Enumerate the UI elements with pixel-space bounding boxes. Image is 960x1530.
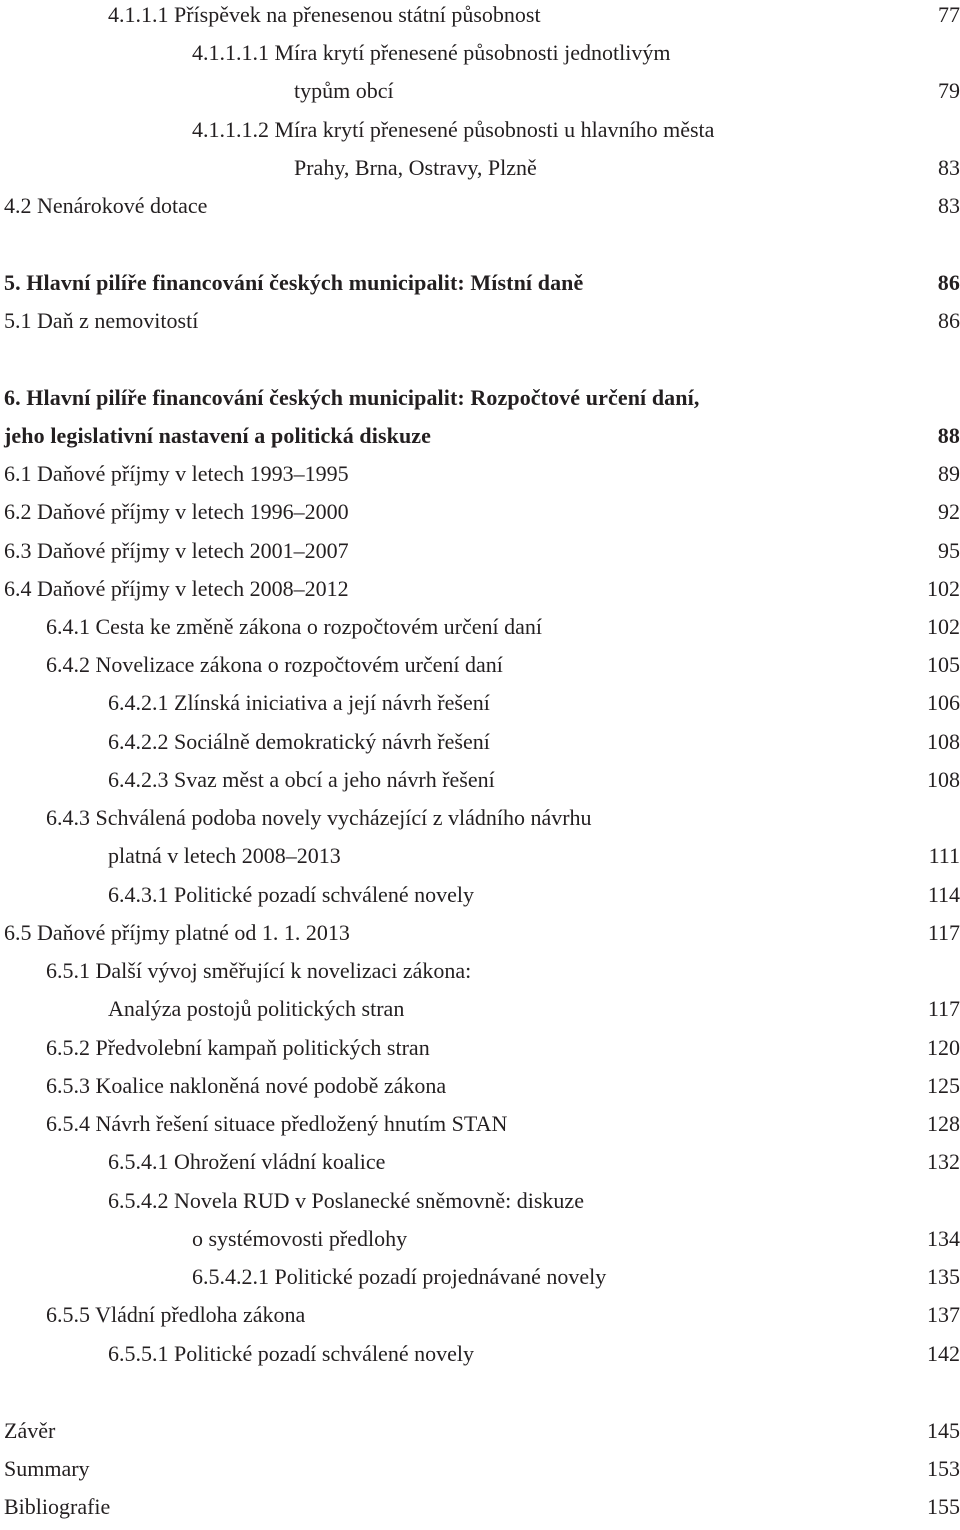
toc-entry[interactable]	[0, 727, 960, 765]
toc-entry-page: 83	[938, 193, 960, 218]
toc-chapter[interactable]	[0, 268, 960, 306]
toc-entry[interactable]	[0, 918, 960, 956]
toc-entry-page: 132	[927, 1149, 960, 1174]
toc-entry-page: 88	[937, 423, 960, 448]
toc-entry[interactable]	[0, 1416, 960, 1454]
toc-entry-title: 6.4.3.1 Politické pozadí schválené novely	[108, 882, 474, 907]
toc-entry-title: 4.1.1.1.1 Míra krytí přenesené působnosti jednotlivým	[192, 40, 671, 65]
toc-entry-title: 6.5.5.1 Politické pozadí schválené novely	[108, 1341, 474, 1366]
toc-entry-page: 89	[938, 461, 960, 486]
toc-entry-title: 6.5.4.2.1 Politické pozadí projednávané novely	[192, 1264, 607, 1289]
toc-entry-page: 137	[927, 1302, 960, 1327]
toc-entry-page: 83	[938, 155, 960, 180]
toc-entry-page: 86	[938, 308, 960, 333]
toc-entry[interactable]	[0, 497, 960, 535]
toc-entry-page: 79	[938, 78, 960, 103]
toc-entry-title: Závěr	[4, 1418, 56, 1443]
toc-entry[interactable]	[0, 1147, 960, 1185]
toc-entry-title: o systémovosti předlohy	[192, 1226, 408, 1251]
toc-entry[interactable]	[0, 1033, 960, 1071]
toc-entry[interactable]	[0, 994, 960, 1032]
toc-entry-page: 117	[927, 920, 960, 945]
toc-entry-page: 145	[927, 1418, 960, 1443]
toc-entry[interactable]	[0, 153, 960, 191]
toc-entry-title: 4.1.1.1 Příspěvek na přenesenou státní působnost	[108, 2, 541, 27]
toc-entry-page: 134	[927, 1226, 960, 1251]
toc-entry-page: 114	[927, 882, 960, 907]
toc-entry-title: 6.4.2 Novelizace zákona o rozpočtovém určení daní	[46, 652, 503, 677]
toc-entry-page: 128	[927, 1111, 960, 1136]
toc-entry-page: 106	[927, 690, 960, 715]
toc-entry[interactable]	[0, 1109, 960, 1147]
toc-entry[interactable]	[0, 1492, 960, 1530]
toc-entry[interactable]	[0, 76, 960, 114]
toc-entry-page: 155	[927, 1494, 960, 1519]
toc-entry-title: Bibliografie	[4, 1494, 111, 1519]
toc-entry-title: 6.5.4.1 Ohrožení vládní koalice	[108, 1149, 386, 1174]
toc-entry[interactable]	[0, 1186, 960, 1224]
toc-entry[interactable]	[0, 115, 960, 153]
toc-entry-title: 6.4.2.3 Svaz měst a obcí a jeho návrh řešení	[108, 767, 495, 792]
toc-entry[interactable]	[0, 536, 960, 574]
toc-entry-title: 6.4.1 Cesta ke změně zákona o rozpočtovém určení daní	[46, 614, 543, 639]
toc-entry[interactable]	[0, 880, 960, 918]
toc-entry[interactable]	[0, 459, 960, 497]
toc-entry-page: 86	[937, 270, 960, 295]
toc-entry-title: Prahy, Brna, Ostravy, Plzně	[294, 155, 537, 180]
toc-entry-title: 5. Hlavní pilíře financování českých municipalit: Místní daně	[4, 270, 584, 295]
toc-entry[interactable]	[0, 688, 960, 726]
toc-entry-title: jeho legislativní nastavení a politická diskuze	[4, 423, 432, 448]
toc-entry-page: 111	[928, 843, 960, 868]
toc-entry-page: 153	[927, 1456, 960, 1481]
toc-entry[interactable]	[0, 1339, 960, 1377]
toc-entry[interactable]	[0, 191, 960, 229]
toc-entry-page: 142	[927, 1341, 960, 1366]
toc-entry[interactable]	[0, 650, 960, 688]
toc-entry[interactable]	[0, 612, 960, 650]
toc-entry[interactable]	[0, 1300, 960, 1338]
toc-entry-title: 6.5 Daňové příjmy platné od 1. 1. 2013	[4, 920, 350, 945]
toc-entry-page: 95	[938, 538, 960, 563]
toc-entry-page: 102	[927, 614, 960, 639]
toc-entry-page: 120	[927, 1035, 960, 1060]
toc-entry-page: 105	[927, 652, 960, 677]
toc-entry[interactable]	[0, 841, 960, 879]
toc-entry-page: 102	[927, 576, 960, 601]
toc-entry-page: 125	[927, 1073, 960, 1098]
toc-entry-title: 6.1 Daňové příjmy v letech 1993–1995	[4, 461, 349, 486]
toc-entry-title: Analýza postojů politických stran	[108, 996, 405, 1021]
toc-entry-page: 135	[927, 1264, 960, 1289]
toc-entry[interactable]	[0, 1262, 960, 1300]
toc-entry-title: 4.2 Nenárokové dotace	[4, 193, 208, 218]
toc-entry-title: 6.3 Daňové příjmy v letech 2001–2007	[4, 538, 349, 563]
toc-entry-page: 117	[927, 996, 960, 1021]
toc-entry[interactable]	[0, 574, 960, 612]
toc-chapter[interactable]	[0, 421, 960, 459]
toc-entry-title: 6.4.3 Schválená podoba novely vycházející z vládního návrhu	[46, 805, 592, 830]
toc-chapter[interactable]	[0, 383, 960, 421]
toc-entry-title: 6.4.2.1 Zlínská iniciativa a její návrh řešení	[108, 690, 490, 715]
toc-entry-title: 6.5.5 Vládní předloha zákona	[46, 1302, 306, 1327]
toc-entry-title: typům obcí	[294, 78, 394, 103]
toc-entry[interactable]	[0, 1071, 960, 1109]
toc-entry[interactable]	[0, 306, 960, 344]
toc-entry[interactable]	[0, 765, 960, 803]
toc-entry-title: 6.5.4.2 Novela RUD v Poslanecké sněmovně: diskuze	[108, 1188, 584, 1213]
toc-entry[interactable]	[0, 1454, 960, 1492]
toc-entry[interactable]	[0, 803, 960, 841]
toc-entry-page: 108	[927, 767, 960, 792]
toc-entry-title: 6.5.1 Další vývoj směřující k novelizaci zákona:	[46, 958, 472, 983]
toc-entry-title: 6.5.3 Koalice nakloněná nové podobě zákona	[46, 1073, 447, 1098]
toc-entry-title: 6.5.4 Návrh řešení situace předložený hnutím STAN	[46, 1111, 508, 1136]
toc-entry-page: 92	[938, 499, 960, 524]
toc-entry-title: 6.4.2.2 Sociálně demokratický návrh řešení	[108, 729, 490, 754]
toc-entry-title: 4.1.1.1.2 Míra krytí přenesené působnosti u hlavního města	[192, 117, 715, 142]
toc-entry[interactable]	[0, 956, 960, 994]
toc-entry-page: 108	[927, 729, 960, 754]
toc-entry-title: 5.1 Daň z nemovitostí	[4, 308, 199, 333]
toc-entry-title: 6. Hlavní pilíře financování českých municipalit: Rozpočtové určení daní,	[4, 385, 700, 410]
toc-entry[interactable]	[0, 1224, 960, 1262]
toc-entry-title: 6.2 Daňové příjmy v letech 1996–2000	[4, 499, 349, 524]
toc-entry-title: 6.4 Daňové příjmy v letech 2008–2012	[4, 576, 349, 601]
toc-entry-title: Summary	[4, 1456, 90, 1481]
toc-entry-title: platná v letech 2008–2013	[108, 843, 341, 868]
toc-entry-page: 77	[938, 2, 960, 27]
toc-entry[interactable]	[0, 38, 960, 76]
toc-entry-title: 6.5.2 Předvolební kampaň politických stran	[46, 1035, 430, 1060]
toc-entry[interactable]	[0, 0, 960, 38]
